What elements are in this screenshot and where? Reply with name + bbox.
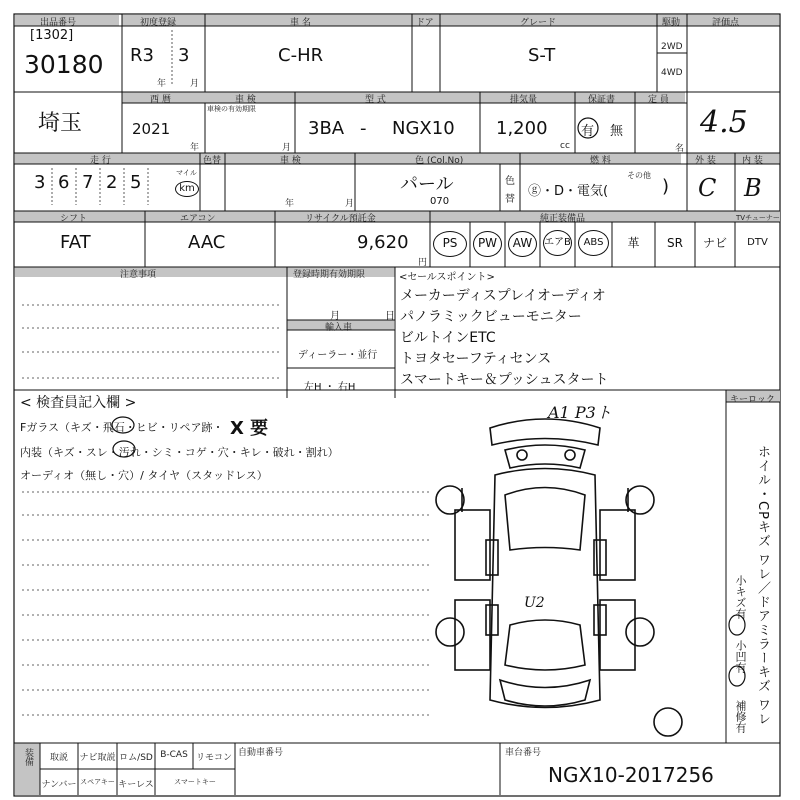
keylock-label: キーロック [730,395,775,405]
side-small-dent: 小凹有 [734,640,747,673]
sales-point: ビルトインETC [400,330,496,346]
model-label: 車 名 [290,18,311,28]
lot-label: 出品番号 [40,18,77,28]
shift: FAT [60,232,91,253]
chassis-number: NGX10-2017256 [548,763,714,787]
side-repair: 補修有 [734,700,747,733]
equipment-circled: AW [508,231,537,257]
car-model: C-HR [278,45,324,66]
footer-item: ナビ取説 [79,753,116,763]
fuel-label: 燃 料 [590,156,611,166]
tv-tuner-label: TVチューナー [736,214,780,222]
reg-month: 3 [178,45,190,66]
warranty-yes: 有 [581,124,595,139]
mileage-mile: マイル [176,169,197,177]
footer-item: ナンバー [41,780,77,790]
capacity-label: 定 員 [648,95,669,105]
mileage-unit: km [175,181,199,197]
footer-item: 取説 [49,753,68,763]
cert-month-unit: 月 [282,143,292,153]
reg-year-unit: 年 [157,79,167,89]
reg-month-unit: 月 [190,79,200,89]
type-model: NGX10 [392,118,455,139]
equipment-item [540,228,575,258]
displacement-unit: cc [560,141,570,151]
warranty-no: 無 [610,124,624,139]
car-diagram [436,419,682,736]
inspection-glass: Fガラス（キズ・飛石・ヒビ・リペア跡・ [20,421,224,434]
recycle-fee: 9,620 [357,232,409,253]
footer-item: キーレス [118,780,154,790]
mileage-label: 走 行 [90,156,111,166]
import-label: 輸入車 [325,323,353,333]
equipment-item: DTV [747,237,768,248]
footer-item: スペアキー [80,778,115,786]
footer-item: B-CAS [160,750,188,760]
cert-month-unit-3: 月 [345,199,355,209]
cert-year-unit: 年 [285,199,295,209]
equipment-item [505,228,540,258]
equipment-item: ナビ [702,236,727,250]
inspection-interior: 内装（キズ・スレ・汚れ・シミ・コゲ・穴・キレ・破れ・割れ） [20,446,339,459]
score-value: 4.5 [700,105,748,140]
type-dash: - [360,118,367,139]
type-prefix: 3BA [308,118,345,139]
footer-equip-label: 装備 [23,748,33,766]
cert-note: 車検の有効期限 [207,105,256,113]
color: パール [400,174,454,195]
color-sub-2: 替 [505,194,515,205]
reg-era: R3 [130,45,154,66]
footer-item: リモコン [195,753,232,763]
sales-point: パノラミックビューモニター [400,309,582,325]
chassis-label: 車台番号 [505,748,542,758]
equipment-item: 革 [627,236,640,250]
equipment-circled: PW [473,231,502,257]
equipment-item: SR [667,236,683,250]
drive-4wd: 4WD [661,68,683,78]
first-reg-label: 初度登録 [140,18,177,28]
handle-side: 左H ・ 右H [304,382,356,393]
drive-2wd: 2WD [661,42,683,52]
mileage-digit: 6 [58,172,70,193]
inspection-audio: オーディオ（無し・穴）/ タイヤ（スタッドレス） [20,469,268,482]
color-number: 070 [430,196,450,207]
fuel-close: ) [662,176,670,197]
wheel-mirror-notes: ホイル・CPキズ ワレ／ドアミラーキズ ワレ [755,445,770,727]
equipment-circled: ABS [578,230,609,256]
model-year-unit: 年 [190,143,200,153]
warranty-label: 保証書 [588,95,616,105]
expiry-day: 日 [385,311,395,322]
expiry-label: 登録時期有効期限 [293,270,366,280]
recycle-unit: 円 [418,258,428,268]
drive-label: 駆動 [662,18,681,28]
interior-label: 内 装 [742,156,763,166]
recycle-label: リサイクル預託金 [305,214,376,224]
mileage-digit: 3 [34,172,46,193]
mileage-digit: 7 [82,172,94,193]
footer-item: スマートキー [174,778,216,786]
interior-grade: B [744,174,762,202]
sales-point: スマートキー＆プッシュスタート [400,372,609,388]
color-change-label: 色替 [203,156,222,166]
footer-item: ロム/SD [119,753,153,763]
lot-number: 30180 [24,50,104,79]
displacement-label: 排気量 [510,95,538,105]
import-value: ディーラー・並行 [298,350,378,361]
mileage-digit: 2 [106,172,118,193]
grade-label: グレード [520,18,557,28]
color-label: 色 (Col.No) [415,156,464,166]
damage-roof: U2 [524,595,545,611]
score-label: 評価点 [712,18,740,28]
model-year: 2021 [132,120,171,138]
type-label: 型 式 [365,95,386,105]
caution-label: 注意事項 [120,270,157,280]
equipment-item [430,228,470,258]
exterior-label: 外 装 [695,156,716,166]
air-conditioner: AAC [188,232,226,253]
color-sub-1: 色 [505,176,515,187]
sales-point: トヨタセーフティセンス [400,351,552,367]
glass-mark: X 要 [230,418,269,439]
displacement: 1,200 [496,118,548,139]
equipment-item [470,228,505,258]
expiry-month: 月 [330,311,340,322]
equipment-circled: エアB [543,230,572,256]
sales-point: メーカーディスプレイオーディオ [400,288,606,304]
grade: S-T [528,45,556,66]
side-small-scratch: 小キズ有 [734,575,747,619]
prefecture: 埼玉 [38,111,83,136]
cert-number-label: 自動車番号 [238,748,284,758]
cert-label-3: 車 検 [280,156,301,166]
mileage-digit: 5 [130,172,142,193]
equipment-label: 純正装備品 [540,214,586,224]
door-label: ドア [416,18,434,28]
inspection-title: < 検査員記入欄 > [20,395,137,411]
lot-bracket: [1302] [30,28,74,43]
fuel-other: その他 [627,171,651,180]
shift-label: シフト [60,214,88,224]
sales-point-label: <セールスポイント> [399,272,495,283]
fuel-options: ⓖ・D・電気( [528,184,609,199]
damage-front: A1 P3ト [548,403,612,422]
cert-label: 車 検 [235,95,256,105]
exterior-grade: C [698,174,717,202]
year-label: 西 暦 [150,95,171,105]
capacity-unit: 名 [675,144,685,154]
equipment-circled: PS [433,231,467,257]
ac-label: エアコン [180,214,216,224]
equipment-item [575,228,612,258]
